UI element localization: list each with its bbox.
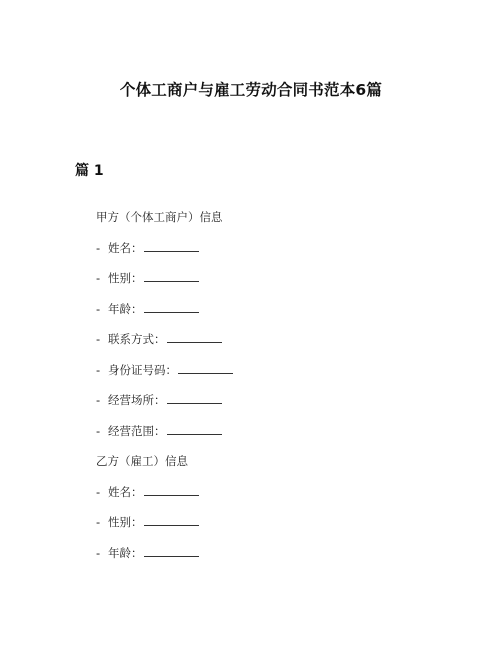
list-dash: -: [96, 515, 101, 529]
fill-in-blank: [167, 423, 222, 435]
party-a-contact-field: [96, 331, 233, 362]
field-label: 经营范围：: [108, 423, 166, 438]
field-label: 联系方式：: [108, 332, 166, 346]
contract-body: [96, 209, 233, 575]
list-dash: -: [96, 301, 101, 316]
section-heading: 篇 1: [75, 163, 104, 179]
party-b-gender-field: [96, 514, 233, 545]
list-dash: -: [96, 240, 101, 255]
fill-in-blank: [167, 331, 222, 343]
fill-in-blank: [144, 301, 199, 313]
list-dash: -: [96, 393, 101, 407]
list-dash: -: [96, 545, 101, 560]
field-label: 经营场所：: [108, 393, 166, 407]
field-label: 身份证号码：: [108, 362, 177, 377]
party-b-name-field: [96, 484, 233, 515]
fill-in-blank: [178, 362, 233, 374]
fill-in-blank: [144, 545, 199, 557]
list-dash: -: [96, 484, 101, 499]
field-label: 年龄：: [108, 301, 143, 316]
fill-in-blank: [167, 392, 222, 404]
list-dash: -: [96, 362, 101, 377]
field-label: 姓名：: [108, 484, 143, 499]
list-dash: -: [96, 423, 101, 438]
party-a-business-scope-field: [96, 423, 233, 454]
fill-in-blank: [144, 484, 199, 496]
field-label: 年龄：: [108, 545, 143, 560]
field-label: 姓名：: [108, 240, 143, 255]
list-dash: -: [96, 271, 101, 285]
list-dash: -: [96, 332, 101, 346]
fill-in-blank: [144, 240, 199, 252]
party-a-age-field: [96, 301, 233, 332]
party-a-name-field: [96, 240, 233, 271]
party-b-heading: 乙方（雇工）信息: [96, 454, 188, 468]
fill-in-blank: [144, 514, 199, 526]
party-a-gender-field: [96, 270, 233, 301]
party-a-heading: 甲方（个体工商户）信息: [96, 210, 223, 224]
fill-in-blank: [144, 270, 199, 282]
party-b-age-field: [96, 545, 233, 576]
party-a-id-number-field: [96, 362, 233, 393]
field-label: 性别：: [108, 515, 143, 529]
party-a-business-location-field: [96, 392, 233, 423]
document-title: 个体工商户与雇工劳动合同书范本6篇: [119, 81, 383, 99]
field-label: 性别：: [108, 271, 143, 285]
